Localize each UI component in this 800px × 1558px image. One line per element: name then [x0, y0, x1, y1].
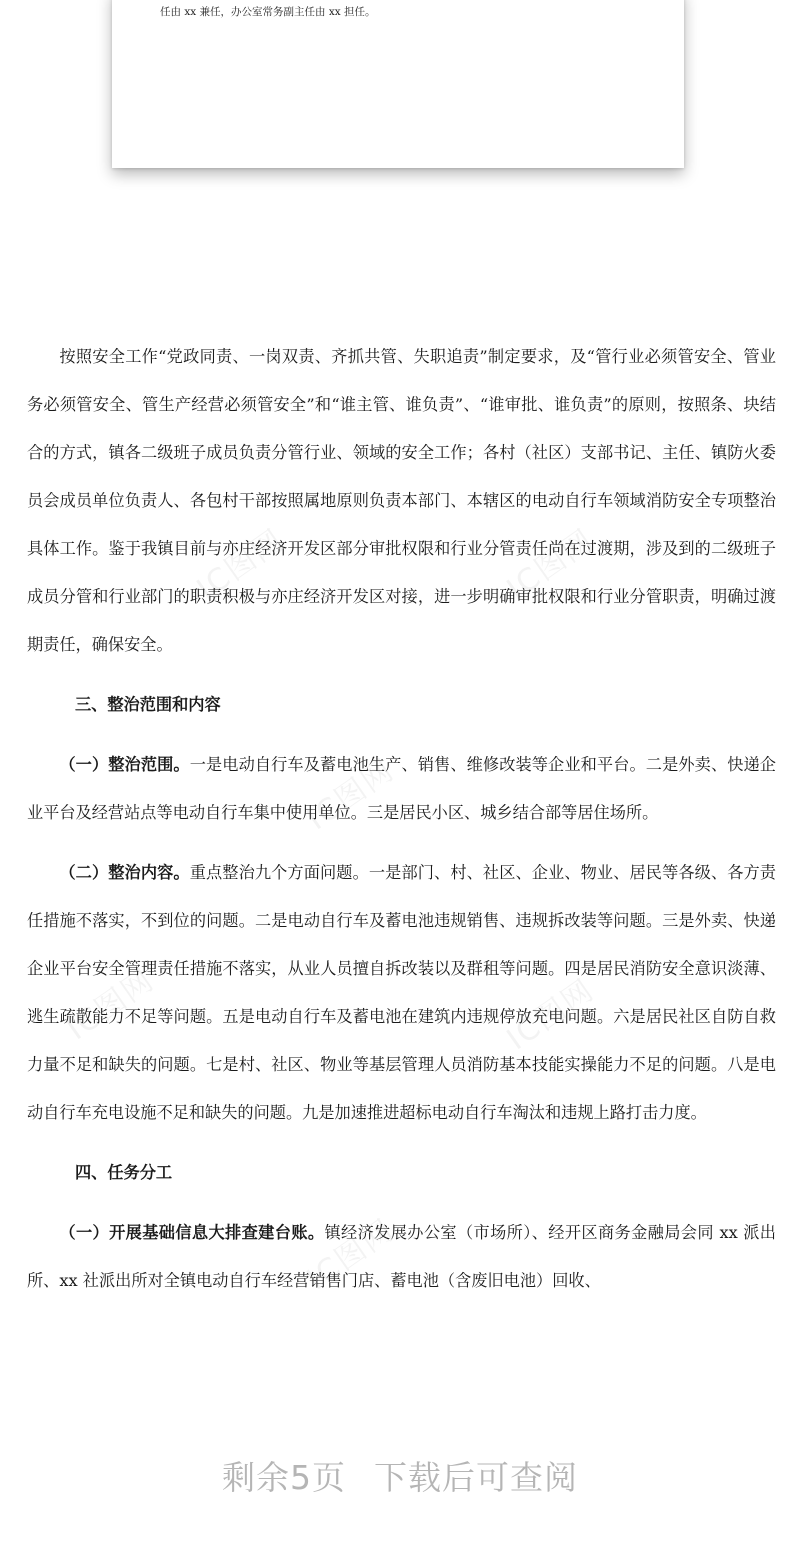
document-body	[27, 333, 776, 1305]
paragraph-survey	[27, 1209, 776, 1305]
paragraph-content	[27, 849, 776, 1137]
watermark: IC图网	[500, 972, 601, 1058]
subsection-title-survey: （一）开展基础信息大排查建台账。	[59, 1223, 325, 1242]
download-prompt-label: 下载后可查阅	[374, 1458, 578, 1497]
subsection-body-content: 重点整治九个方面问题。一是部门、村、社区、企业、物业、居民等各级、各方责任措施不落实，不到位的问题。二是电动自行车及蓄电池违规销售、违规拆改装等问题。三是外卖、快递企业平台安全管理责任措施不落实，从业人员擅自拆改装以及群租等问题。四是居民消防安全意识淡薄、逃生疏散能力不足等问题。五是电动自行车及蓄电池在建筑内违规停放充电问题。六是居民社区自防自救力量不足和缺失的问题。七是村、社区、物业等基层管理人员消防基本技能实操能力不足的问题。八是电动自行车充电设施不足和缺失的问题。九是加速推进超标电动自行车淘汰和违规上路打击力度。	[27, 863, 776, 1122]
paragraph-scope	[27, 741, 776, 837]
watermark: IC图网	[500, 522, 601, 608]
preview-text-line: 任由 xx 兼任，办公室常务副主任由 xx 担任。	[160, 6, 376, 18]
download-to-read-banner[interactable]	[0, 1452, 800, 1499]
paragraph-responsibility: 按照安全工作“党政同责、一岗双责、齐抓共管、失职追责”制定要求，及“管行业必须管安全、管业务必须管安全、管生产经营必须管安全”和“谁主管、谁负责”、“谁审批、谁负责”的原则，按照条、块结合的方式，镇各二级班子成员负责分管行业、领域的安全工作；各村（社区）支部书记、主任、镇防火委员会成员单位负责人、各包村干部按照属地原则负责本部门、本辖区的电动自行车领域消防安全专项整治具体工作。鉴于我镇目前与亦庄经济开发区部分审批权限和行业分管责任尚在过渡期，涉及到的二级班子成员分管和行业部门的职责积极与亦庄经济开发区对接，进一步明确审批权限和行业分管职责，明确过渡期责任，确保安全。	[27, 347, 776, 654]
section-heading-tasks: 四、任务分工	[75, 1163, 173, 1182]
remaining-pages-label: 剩余5页	[222, 1458, 346, 1497]
subsection-title-content: （二）整治内容。	[59, 863, 190, 882]
watermark: IC图网	[60, 962, 161, 1048]
section-heading-scope: 三、整治范围和内容	[75, 695, 221, 714]
watermark: IC图网	[300, 752, 401, 838]
watermark: IC图网	[190, 522, 291, 608]
subsection-body-survey: 镇经济发展办公室（市场所）、经开区商务金融局会同 xx 派出所、xx 社派出所对全镇电动自行车经营销售门店、蓄电池（含废旧电池）回收、	[27, 1223, 776, 1290]
subsection-title-scope: （一）整治范围。	[59, 755, 190, 774]
watermark: IC图网	[300, 1212, 401, 1298]
subsection-body-scope: 一是电动自行车及蓄电池生产、销售、维修改装等企业和平台。二是外卖、快递企业平台及经营站点等电动自行车集中使用单位。三是居民小区、城乡结合部等居住场所。	[27, 755, 776, 822]
document-preview-card	[112, 0, 684, 168]
